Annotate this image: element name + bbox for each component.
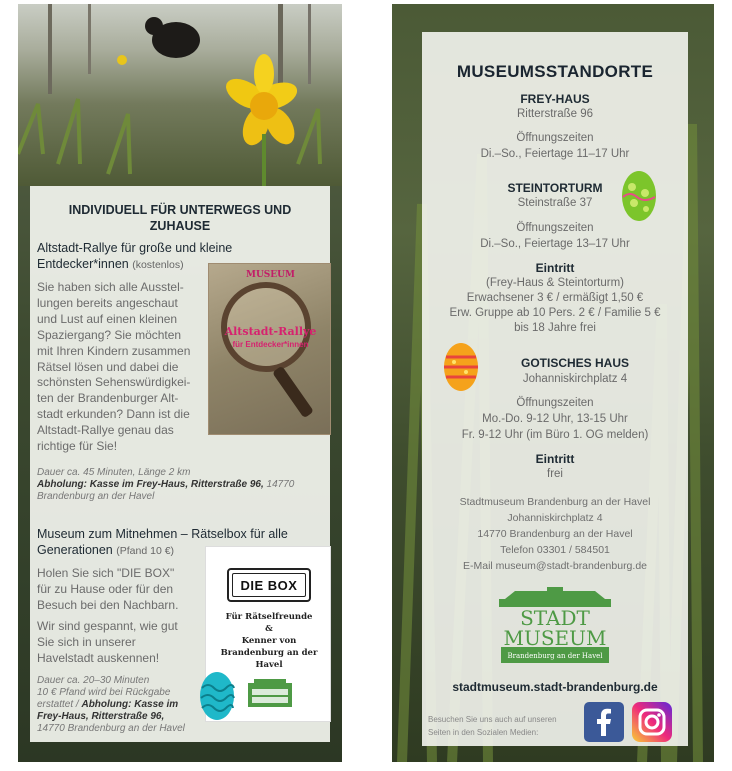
left-flyer-panel: [18, 4, 342, 762]
box-title-note: (Pfand 10 €): [116, 545, 175, 557]
rallye-cover-subtitle: für Entdecker*innen: [232, 340, 309, 349]
box-description: Holen Sie sich "DIE BOX" für zu Hause oder für den Besuch bei den Nachbarn. Wir sind gespannt, wie gut Sie sich in unserer Havelstadt auskennen!: [37, 566, 179, 665]
die-box-label: DIE BOX: [227, 568, 311, 602]
daffodil-photo: [18, 4, 342, 186]
daffodil-flower: [221, 54, 301, 186]
box-meta: Dauer ca. 20–30 Minuten 10 € Pfand wird bei Rückgabe erstattet / Abholung: Kasse im Frey-Haus, Ritterstraße 96, 14770 Brandenburg an der Havel: [37, 675, 185, 734]
rallye-meta: Dauer ca. 45 Minuten, Länge 2 km Abholung: Kasse im Frey-Haus, Ritterstraße 96, 14770 Brandenburg an der Havel: [37, 467, 295, 502]
logo-line2: MUSEUM: [503, 626, 607, 650]
rallye-cover-title: Altstadt-Rallye: [224, 325, 317, 338]
steintorturm-name: STEINTORTURM: [507, 181, 603, 195]
logo-line1: STADT: [520, 606, 590, 630]
rallye-cover-museum: MUSEUM: [246, 270, 295, 280]
rallye-cover-image: [208, 263, 331, 435]
left-info-card: [30, 186, 330, 742]
website-link[interactable]: stadtmuseum.stadt-brandenburg.de: [452, 680, 658, 694]
contact-block: Stadtmuseum Brandenburg an der Havel Johanniskirchplatz 4 14770 Brandenburg an der Havel Telefon 03301 / 584501 E-Mail museum@stadt-brandenburg.de: [422, 494, 688, 574]
right-flyer-panel: [392, 4, 714, 762]
left-heading: INDIVIDUELL FÜR UNTERWEGS UND ZUHAUSE: [68, 203, 292, 233]
frey-haus-name: FREY-HAUS: [520, 92, 590, 106]
rallye-title: Altstadt-Rallye für große und kleine Entdecker*innen (kostenlos): [37, 241, 233, 271]
instagram-icon[interactable]: [632, 702, 672, 742]
frey-haus-address: Ritterstraße 96: [516, 108, 594, 120]
gotisches-haus-hours-2: Fr. 9-12 Uhr (im Büro 1. OG melden): [461, 429, 649, 441]
eintritt-label: Eintritt: [535, 261, 575, 275]
orange-easter-egg-icon: [442, 341, 480, 393]
facebook-icon[interactable]: [584, 702, 624, 742]
gotisches-haus-hours-label: Öffnungszeiten: [516, 397, 594, 409]
steintorturm-hours: Di.–So., Feiertage 13–17 Uhr: [480, 238, 630, 250]
green-easter-egg-icon: [620, 169, 658, 223]
rallye-description: Sie haben sich alle Ausstel- lungen bereits angeschaut und Lust auf einen kleinen Spaziergang? Sie möchten mit Ihren Kindern zusammen Rätsel lösen und dabei die schönsten Sehenswürdigkei- ten der Brandenburger Alt- stadt erkunden? Dann ist die Altstadt-Rallye genau das richtige für Sie!: [37, 280, 191, 454]
gotisches-haus-name: GOTISCHES HAUS: [520, 356, 629, 370]
gotisches-haus-hours-1: Mo.-Do. 9-12 Uhr, 13-15 Uhr: [482, 413, 628, 425]
frey-haus-hours-label: Öffnungszeiten: [516, 132, 594, 144]
stadtmuseum-logo: [499, 587, 611, 663]
gotisches-haus-address: Johanniskirchplatz 4: [522, 373, 628, 385]
social-text: Besuchen Sie uns auch auf unseren Seiten in den Sozialen Medien:: [428, 715, 557, 737]
eintritt-2-label: Eintritt: [535, 452, 575, 466]
locations-title: MUSEUMSSTANDORTE: [456, 62, 654, 81]
rallye-title-note: (kostenlos): [132, 259, 184, 271]
email-link[interactable]: E-Mail museum@stadt-brandenburg.de: [463, 560, 647, 572]
eintritt-details: (Frey-Haus & Steintorturm) Erwachsener 3 € / ermäßigt 1,50 € Erw. Gruppe ab 10 Pers. 2 € / Familie 5 € bis 18 Jahre frei: [449, 277, 661, 334]
box-title: Museum zum Mitnehmen – Rätselbox für alle Generationen (Pfand 10 €): [37, 527, 288, 557]
frey-haus-hours: Di.–So., Feiertage 11–17 Uhr: [480, 148, 630, 160]
steintorturm-hours-label: Öffnungszeiten: [516, 222, 594, 234]
stadtmuseum-mini-logo: [248, 679, 292, 707]
logo-line3: Brandenburg an der Havel: [507, 652, 603, 660]
steintorturm-address: Steinstraße 37: [517, 197, 593, 209]
die-box-text: Für Rätselfreunde & Kenner von Brandenburg an der Havel: [220, 612, 318, 670]
cyan-easter-egg-icon: [198, 670, 236, 722]
eintritt-2-value: frei: [547, 468, 563, 480]
